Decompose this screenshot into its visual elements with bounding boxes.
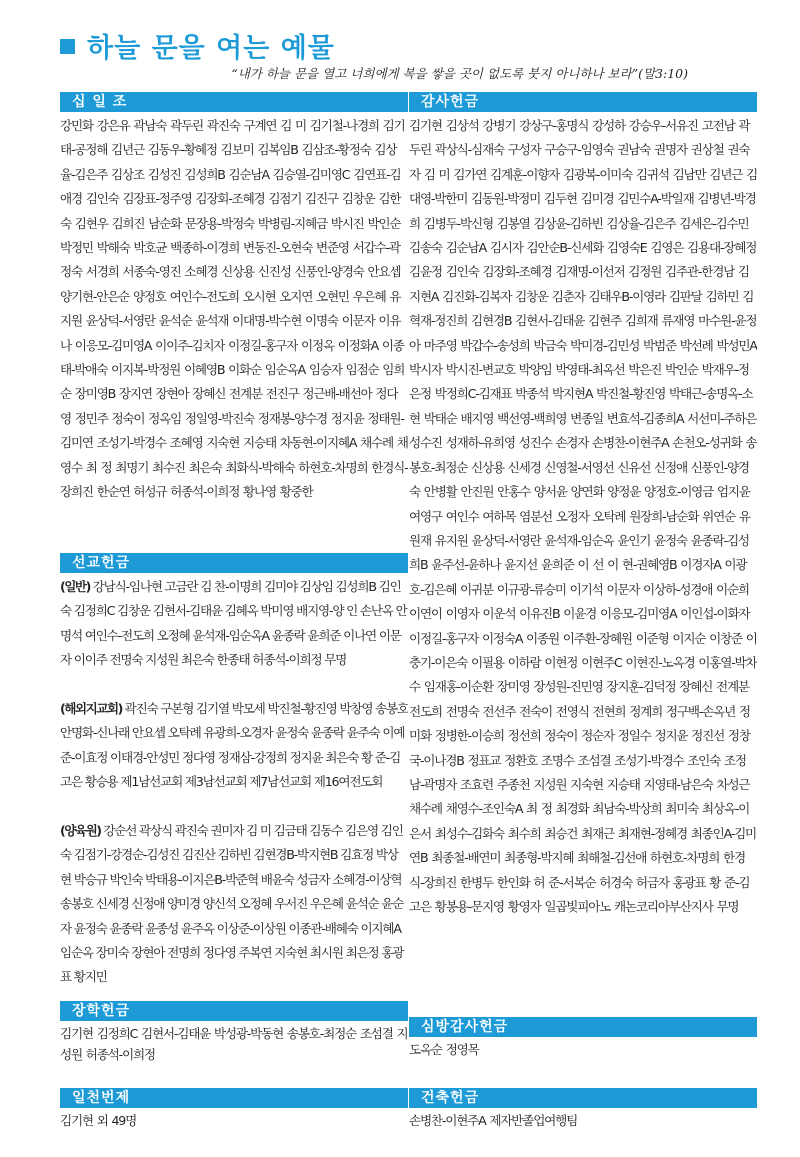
section-header-thanks: 감사헌금 <box>409 92 757 112</box>
thanks-names: 김기현 김상석 강병기 강상구-홍명식 강성하 강승우-서유진 고전남 곽두린 곽상식-심재숙 구성자 구승구-임영숙 권남숙 권명자 권상철 권숙자 김 미 김가연 김계훈-이향자 김광복-이미숙 김귀석 김남만 김년근 김대영-박한미 김동원-박정미 김두현 김미경 김민수A-박일재 김병년-박경희 김병두-박신형 김봉열 김상윤-김하빈 김상율-김은주 김세은-김수민 김송숙 김순남A 김시자 김안순B-신세화 김영숙E 김영은 김용대-장혜정 김윤정 김인숙 김장회-조혜경 김재명-이선저 김정원 김주관-한경남 김지현A 김진화-김복자 김창운 김춘자 김태우B-이영라 김판달 김하민 김혁재-정진희 김현경B 김현서-김태윤 김현주 김희재 류재영 마수원-윤정아 마주영 박갑수-송성희 박금숙 박미경-김민성 박범준 박선례 박성민A 박시자 박시진-변교호 박양임 박영태-최옥선 박은진 박인순 박재우-정은정 박정희C-김재표 박종석 박지현A 박진철-황진영 박태근-송명옥-소현 박태순 배지영 백선영-백희영 변종일 변효석-김종희A 서선미-주하은 성수진 성재하-유희영 성진수 손경자 손병찬-이현주A 손천오-성귀화 송봉호-최정순 신상용 신세경 신영철-서영선 신유선 신정애 신풍인-양경숙 안병활 안진원 안홍수 양서윤 양연화 양정윤 양정호-이영금 엄지윤 여영구 여인수 여하목 염분선 오정자 오탁례 원장희-남순화 위연순 유원재 유지원 윤상덕-서영란 윤석재-임순옥 윤인기 윤정숙 윤종락-김성희B 윤주선-윤하나 윤지선 윤희준 이 선 이 현-권혜영B 이경자A 이광호-김은혜 이귀분 이규광-류승미 이기석 이문자 이상하-성경애 이순희 이연이 이영자 이운석 이유진B 이윤경 이응모-김미영A 이인섭-이화자 이정길-홍구자 이정숙A 이종원 이주환-장혜원 이준형 이지순 이창준 이충기-이은숙 이필용 이하람 이현정 이현주C 이현진-노옥경 이홍열-박차수 임재홍-이순환 장미영 장성원-진민영 장지훈-김덕정 장혜신 전계분 전도희 전명숙 전선주 전숙이 전영식 전현희 정계희 정구백-손옥년 정미화 정병한-이승희 정선희 정숙이 정순자 정일수 정지윤 정진선 정창국-이나경B 정표교 정환호 조명수 조섬결 조성기-박경수 조인숙 조정남-곽명자 조효련 주종천 지성원 지숙현 지승태 지영태-남은숙 차성근 채수례 채영수-조인숙A 최 정 최경화 최남숙-박상희 최미숙 최상옥-이은서 최성수-김화숙 최수희 최승건 최재근 최재현-정혜경 최종인A-김미연B 최종철-배연미 최종형-박지혜 최해철-김선애 하현호-차명희 한경식-장희진 한병두 한인화 허 준-서복순 허경숙 허금자 홍광표 황 준-김고은 황봉용-문지영 황영자 일곱빛피아노 캐논코리아부산지사 무명 <box>409 118 757 914</box>
section-firstfruit <box>60 1088 408 1134</box>
tithe-names: 강민화 강은유 곽남숙 곽두린 곽진숙 구계연 김 미 김기철-나경희 김기태-공정해 김년근 김동우-황혜정 김보미 김복임B 김삼조-황정숙 김상율-김은주 김상조 김성진 김성희B 김순남A 김승열-김미영C 김연표-김애경 김인숙 김장표-정주영 김장회-조혜경 김점기 김진구 김창운 김한숙 김현우 김희진 남순화 문장용-박정숙 박병림-지혜금 박시진 박인순 박정민 박해숙 박호균 백종하-이경희 변동진-오현숙 변준영 서갑수-곽정숙 서경희 서종숙-영진 소혜경 신상용 신진성 신풍인-양경숙 안요셉 양기현-안은순 양정호 여인수-전도희 오시현 오지연 오현민 우은혜 유지원 윤상덕-서영란 윤석순 윤석재 이대명-박수현 이명숙 이문자 이유나 이응모-김미영A 이이주-김치자 이정길-홍구자 이정옥 이정화A 이종태-박애숙 이지복-박정원 이혜영B 이화순 임순옥A 임승자 임점순 임희순 장미영B 장지연 장현아 장혜신 전계분 전진구 정근배-배선아 정다영 정민주 정숙이 정옥임 정일영-박진숙 정재봉-양수경 정지윤 정태원-김미연 조성기-박경수 조혜영 지숙현 지승태 차동현-이지혜A 채수례 채영수 최 정 최명기 최수진 최은숙 최화식-박해숙 하현호-차명희 한경식-장희진 한순연 허성규 허종석-이희정 황나영 황중한 <box>60 118 408 500</box>
section-tithe <box>60 92 408 554</box>
section-visitation <box>409 1017 757 1063</box>
mission-group-text: 곽진숙 구본형 김기열 박모세 박진철-황진영 박창영 송봉호 안명화-신나래 안요셉 오탁례 유광희-오경자 윤정숙 윤종락 윤주숙 이예준-이효정 이태경-안성민 정다영 정재삼-강정희 정지윤 최은숙 황 준-김고은 황승용 제1남선교회 제3남선교회 제7남선교회 제16여전도회 <box>60 701 408 790</box>
page-title <box>60 26 335 65</box>
mission-group-general <box>60 575 408 697</box>
mission-group-label: (해외지교회) <box>60 701 122 716</box>
section-header-tithe: 십 일 조 <box>60 92 408 112</box>
mission-group-label: (일반) <box>60 579 90 594</box>
section-scholarship <box>60 1001 408 1067</box>
section-header-firstfruit: 일천번제 <box>60 1088 408 1108</box>
section-header-visitation: 심방감사헌금 <box>409 1017 757 1037</box>
scripture-verse: “내가 하늘 문을 열고 너희에게 복을 쌓을 곳이 없도록 붓지 아니하나 보라”(말3:10) <box>231 66 688 81</box>
building-names: 손병찬-이현주A 제자반졸업여행팀 <box>409 1113 578 1128</box>
section-mission <box>60 553 408 1015</box>
page-title-text: 하늘 문을 여는 예물 <box>87 33 335 64</box>
mission-group-nurture <box>60 819 408 1015</box>
title-square-icon <box>60 39 75 54</box>
mission-group-overseas <box>60 697 408 819</box>
mission-group-text: 강순선 곽상식 곽진숙 권미자 김 미 김금태 김동수 김은영 김인숙 김점기-강경순-김성진 김진산 김하빈 김현경B-박지현B 김효정 박상현 박승규 박인숙 박태용-이지은B-박준혁 배윤숙 성금자 소혜경-이상혁 송봉호 신세경 신정애 양미경 양신석 오정혜 우서진 우은혜 윤석순 윤순자 윤정숙 윤종락 윤종성 윤주옥 이상준-이상원 이종관-배혜숙 이지혜A 임순옥 장미숙 장현아 전명희 정다영 주복연 지숙현 최시원 최은정 홍광표 황지민 <box>60 823 404 985</box>
section-header-mission: 선교헌금 <box>60 553 408 573</box>
firstfruit-names: 김기현 외 49명 <box>60 1113 137 1128</box>
mission-group-text: 강남식-임나현 고금란 김 찬-이명희 김미야 김상임 김성희B 김인숙 김정희C 김창운 김현서-김태윤 김혜옥 박미영 배지영-양 인 손난옥 안명석 여인수-전도희 오정혜 윤석재-임순옥A 윤종락 윤희준 이나연 이문자 이이주 전명숙 지성원 최은숙 한종태 허종석-이희정 무명 <box>60 579 407 668</box>
section-header-building: 건축헌금 <box>409 1088 757 1108</box>
section-thanks <box>409 92 757 994</box>
section-header-scholarship: 장학헌금 <box>60 1001 408 1021</box>
visitation-names: 도옥순 정영목 <box>409 1042 479 1057</box>
section-building <box>409 1088 757 1134</box>
scholarship-names: 김기현 김정희C 김현서-김태윤 박성광-박동현 송봉호-최정순 조섬결 지성원 허종석-이희정 <box>60 1026 408 1062</box>
mission-group-label: (양육원) <box>60 823 101 838</box>
